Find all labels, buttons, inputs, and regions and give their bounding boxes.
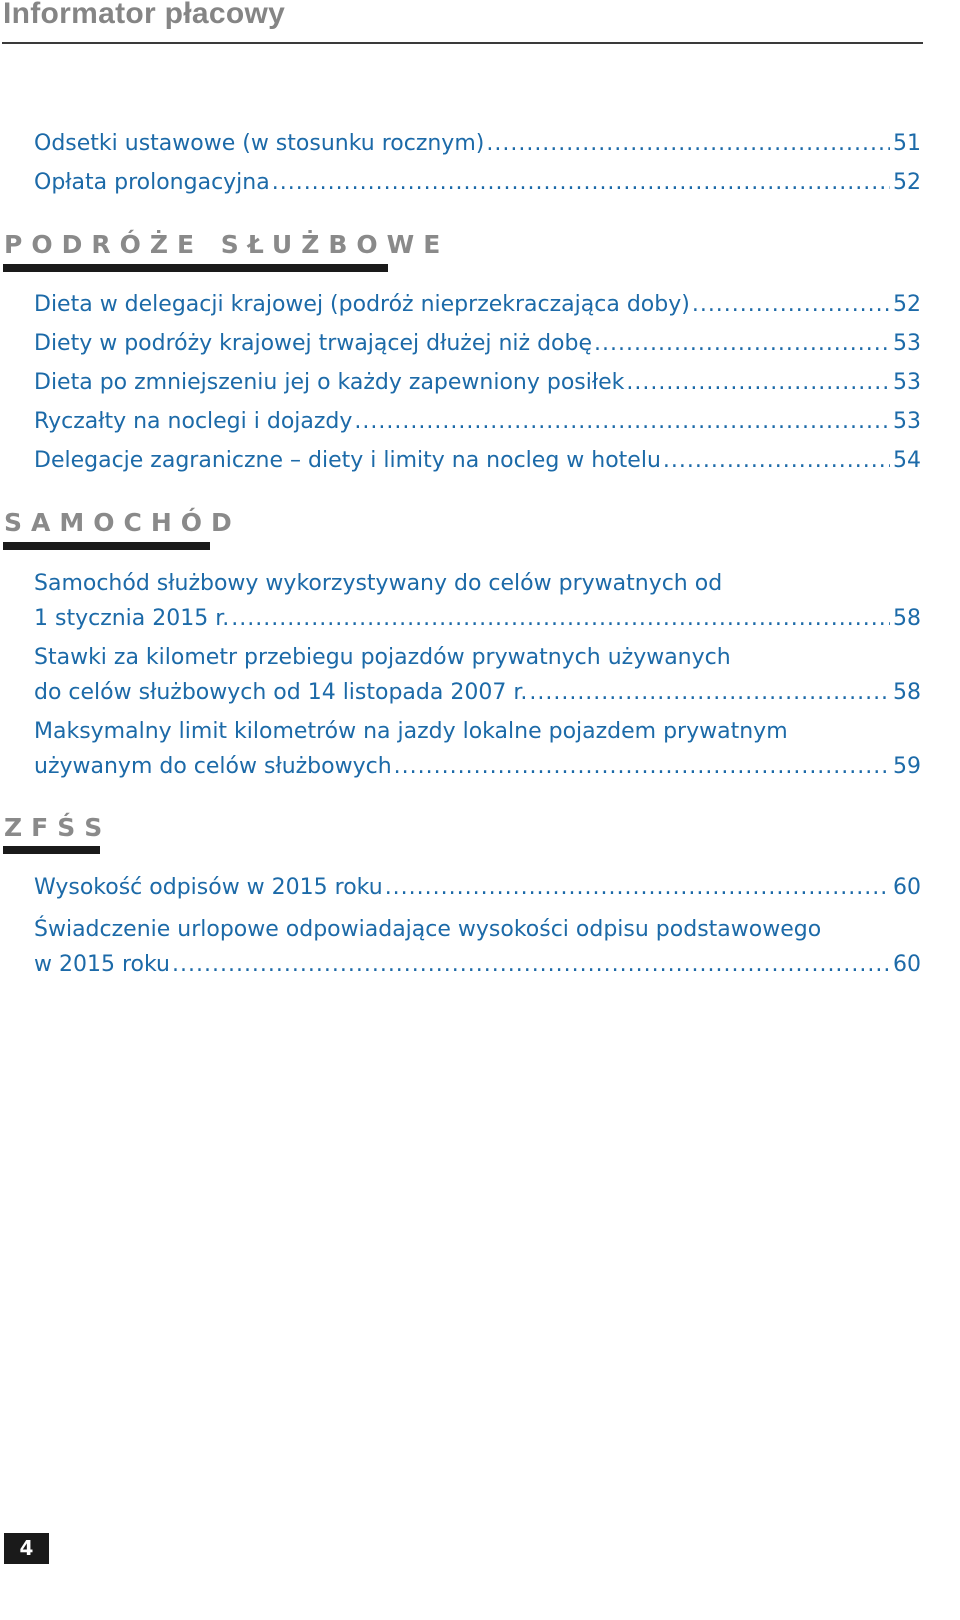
toc-entry-title: do celów służbowych od 14 listopada 2007 r. xyxy=(34,680,528,705)
toc-entry-page: 60 xyxy=(893,952,921,977)
dot-leader xyxy=(594,326,890,361)
toc-entry-title-line: Samochód służbowy wykorzystywany do celów prywatnych od xyxy=(34,571,723,596)
dot-leader xyxy=(394,749,890,784)
toc-entry-page: 54 xyxy=(893,448,921,473)
document-title: Informator płacowy xyxy=(3,0,286,30)
toc-entry[interactable] xyxy=(34,287,921,322)
toc-entry-title-line: Stawki za kilometr przebiegu pojazdów prywatnych używanych xyxy=(34,645,731,670)
section-underline-bar xyxy=(3,846,100,854)
toc-entry-title: Delegacje zagraniczne – diety i limity na nocleg w hotelu xyxy=(34,448,661,473)
toc-entry-title: Wysokość odpisów w 2015 roku xyxy=(34,875,383,900)
dot-leader xyxy=(626,365,890,400)
toc-entry-title: Dieta w delegacji krajowej (podróż nieprzekraczająca doby) xyxy=(34,292,690,317)
dot-leader xyxy=(172,947,890,982)
toc-entry[interactable] xyxy=(34,404,921,439)
dot-leader xyxy=(354,404,890,439)
dot-leader xyxy=(272,165,890,200)
dot-leader xyxy=(529,675,890,710)
toc-entry-page: 52 xyxy=(893,292,921,317)
toc-entry[interactable] xyxy=(34,640,921,710)
section-underline-bar xyxy=(3,264,388,272)
toc-entry-title: Diety w podróży krajowej trwającej dłużej niż dobę xyxy=(34,331,593,356)
toc-entry-title: Dieta po zmniejszeniu jej o każdy zapewniony posiłek xyxy=(34,370,625,395)
toc-entry[interactable] xyxy=(34,870,921,905)
toc-entry-page: 53 xyxy=(893,331,921,356)
dot-leader xyxy=(486,126,890,161)
section-heading-zfss: ZFŚS xyxy=(4,813,112,842)
dot-leader xyxy=(231,601,890,636)
toc-entry-title: używanym do celów służbowych xyxy=(34,754,392,779)
toc-entry[interactable] xyxy=(34,126,921,161)
toc-entry[interactable] xyxy=(34,443,921,478)
section-underline-bar xyxy=(3,542,210,550)
page-number-badge: 4 xyxy=(4,1533,49,1564)
toc-entry-title: Ryczałty na noclegi i dojazdy xyxy=(34,409,353,434)
section-heading-samochod: SAMOCHÓD xyxy=(4,508,241,537)
toc-entry-page: 59 xyxy=(893,754,921,779)
toc-entry-title: Opłata prolongacyjna xyxy=(34,170,270,195)
toc-entry[interactable] xyxy=(34,912,921,982)
toc-entry[interactable] xyxy=(34,566,921,636)
toc-entry-page: 53 xyxy=(893,370,921,395)
dot-leader xyxy=(663,443,890,478)
toc-entry-title-line: Maksymalny limit kilometrów na jazdy lokalne pojazdem prywatnym xyxy=(34,719,788,744)
section-heading-podroze-sluzbowe: PODRÓŻE SŁUŻBOWE xyxy=(4,230,450,259)
toc-entry[interactable] xyxy=(34,714,921,784)
toc-entry-title: 1 stycznia 2015 r. xyxy=(34,606,230,631)
toc-entry-title: Odsetki ustawowe (w stosunku rocznym) xyxy=(34,131,485,156)
dot-leader xyxy=(385,870,890,905)
toc-entry-title: w 2015 roku xyxy=(34,952,170,977)
toc-entry[interactable] xyxy=(34,165,921,200)
toc-entry[interactable] xyxy=(34,365,921,400)
toc-entry-page: 58 xyxy=(893,680,921,705)
toc-entry-page: 52 xyxy=(893,170,921,195)
toc-entry-page: 51 xyxy=(893,131,921,156)
toc-entry[interactable] xyxy=(34,326,921,361)
header-divider xyxy=(2,42,923,44)
toc-entry-page: 53 xyxy=(893,409,921,434)
dot-leader xyxy=(692,287,890,322)
toc-entry-title-line: Świadczenie urlopowe odpowiadające wysokości odpisu podstawowego xyxy=(34,917,822,942)
toc-entry-page: 60 xyxy=(893,875,921,900)
toc-entry-page: 58 xyxy=(893,606,921,631)
